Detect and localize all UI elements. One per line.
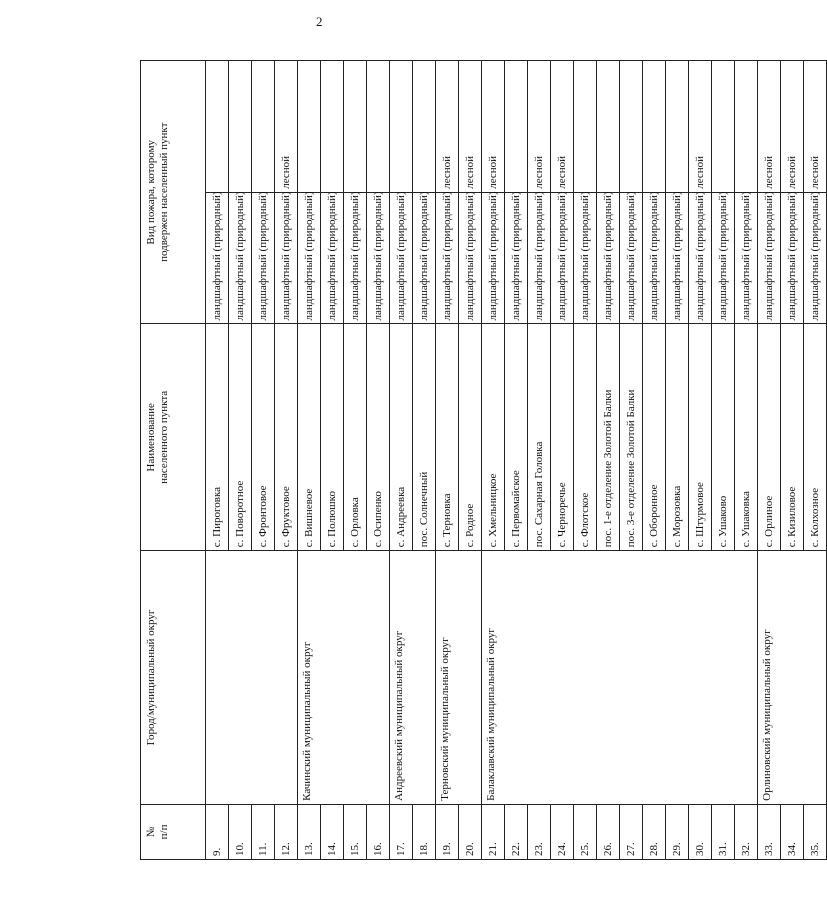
row-number: 13. [298, 804, 321, 859]
row-fire-type: ландшафтный (природный) [482, 192, 505, 324]
row-settlement: с. Ушаково [712, 324, 735, 551]
row-forest-fire: лесной [528, 61, 551, 193]
row-number: 19. [436, 804, 459, 859]
row-settlement: с. Черноречье [551, 324, 574, 551]
row-number: 32. [735, 804, 758, 859]
table-row [758, 61, 781, 860]
header-fire-type [141, 61, 206, 325]
row-fire-type: ландшафтный (природный) [666, 192, 689, 324]
row-fire-type: ландшафтный (природный) [505, 192, 528, 324]
row-fire-type: ландшафтный (природный) [252, 192, 275, 324]
table-row [298, 61, 321, 860]
row-district: Андреевский муниципальный округ [390, 551, 436, 805]
row-forest-fire: лесной [459, 61, 482, 193]
row-fire-type: ландшафтный (природный) [413, 192, 436, 324]
row-forest-fire: лесной [689, 61, 712, 193]
table-row [390, 61, 413, 860]
row-number: 26. [597, 804, 620, 859]
row-fire-type: ландшафтный (природный) [620, 192, 643, 324]
row-number: 15. [344, 804, 367, 859]
row-forest-fire [413, 61, 436, 193]
row-fire-type: ландшафтный (природный) [781, 192, 804, 324]
row-fire-type: ландшафтный (природный) [367, 192, 390, 324]
row-fire-type: ландшафтный (природный) [712, 192, 735, 324]
row-forest-fire [735, 61, 758, 193]
row-fire-type: ландшафтный (природный) [390, 192, 413, 324]
table-body [206, 61, 827, 860]
row-settlement: с. Родное [459, 324, 482, 551]
row-district [206, 551, 298, 805]
row-forest-fire [666, 61, 689, 193]
row-district: Качинский муниципальный округ [298, 551, 390, 805]
row-settlement: с. Морозовка [666, 324, 689, 551]
row-number: 12. [275, 804, 298, 859]
row-settlement: с. Терновка [436, 324, 459, 551]
row-number: 22. [505, 804, 528, 859]
row-forest-fire [712, 61, 735, 193]
row-settlement: с. Андреевка [390, 324, 413, 551]
row-forest-fire [298, 61, 321, 193]
row-forest-fire: лесной [804, 61, 827, 193]
row-district: Орлиновский муниципальный округ [758, 551, 827, 805]
row-settlement: с. Первомайское [505, 324, 528, 551]
row-fire-type: ландшафтный (природный) [643, 192, 666, 324]
row-district: Терновский муниципальный округ [436, 551, 482, 805]
row-settlement: с. Пироговка [206, 324, 229, 551]
row-fire-type: ландшафтный (природный) [689, 192, 712, 324]
header-place-line2: населенного пункта [158, 390, 170, 484]
row-number: 16. [367, 804, 390, 859]
row-forest-fire: лесной [436, 61, 459, 193]
row-fire-type: ландшафтный (природный) [321, 192, 344, 324]
row-number: 9. [206, 804, 229, 859]
row-number: 10. [229, 804, 252, 859]
row-settlement: пос. 3-е отделение Золотой Балки [620, 324, 643, 551]
row-number: 11. [252, 804, 275, 859]
row-number: 31. [712, 804, 735, 859]
table-row [482, 61, 505, 860]
row-district: Балаклавский муниципальный округ [482, 551, 758, 805]
header-row [141, 61, 206, 860]
row-fire-type: ландшафтный (природный) [459, 192, 482, 324]
row-settlement: с. Орлиное [758, 324, 781, 551]
row-fire-type: ландшафтный (природный) [206, 192, 229, 324]
row-fire-type: ландшафтный (природный) [804, 192, 827, 324]
row-settlement: с. Оборонное [643, 324, 666, 551]
row-forest-fire [229, 61, 252, 193]
row-settlement: с. Хмельницкое [482, 324, 505, 551]
header-fire-line2: подвержен населенный пункт [158, 122, 170, 262]
row-settlement: пос. Солнечный [413, 324, 436, 551]
header-fire-line1: Вид пожара, которому [145, 139, 157, 245]
page-number: 2 [316, 14, 323, 29]
row-forest-fire [252, 61, 275, 193]
row-number: 20. [459, 804, 482, 859]
row-settlement: с. Осипенко [367, 324, 390, 551]
row-number: 18. [413, 804, 436, 859]
row-number: 30. [689, 804, 712, 859]
row-settlement: с. Ушаковка [735, 324, 758, 551]
row-fire-type: ландшафтный (природный) [344, 192, 367, 324]
header-num-line1: № [145, 826, 157, 838]
row-number: 17. [390, 804, 413, 859]
row-forest-fire [643, 61, 666, 193]
row-number: 34. [781, 804, 804, 859]
row-fire-type: ландшафтный (природный) [551, 192, 574, 324]
table-row [206, 61, 229, 860]
row-fire-type: ландшафтный (природный) [436, 192, 459, 324]
row-number: 35. [804, 804, 827, 859]
row-forest-fire [620, 61, 643, 193]
row-fire-type: ландшафтный (природный) [735, 192, 758, 324]
header-district: Город/муниципальный округ [141, 551, 206, 805]
row-settlement: с. Флотское [574, 324, 597, 551]
row-number: 27. [620, 804, 643, 859]
row-number: 25. [574, 804, 597, 859]
row-settlement: с. Фруктовое [275, 324, 298, 551]
row-settlement: с. Кизиловое [781, 324, 804, 551]
row-number: 28. [643, 804, 666, 859]
row-fire-type: ландшафтный (природный) [298, 192, 321, 324]
row-forest-fire [321, 61, 344, 193]
table-row [436, 61, 459, 860]
header-num [141, 804, 206, 859]
row-forest-fire [574, 61, 597, 193]
row-settlement: пос. 1-е отделение Золотой Балки [597, 324, 620, 551]
row-number: 29. [666, 804, 689, 859]
row-fire-type: ландшафтный (природный) [597, 192, 620, 324]
row-settlement: с. Орловка [344, 324, 367, 551]
row-number: 33. [758, 804, 781, 859]
row-fire-type: ландшафтный (природный) [758, 192, 781, 324]
row-number: 23. [528, 804, 551, 859]
row-settlement: пос. Сахарная Головка [528, 324, 551, 551]
row-forest-fire: лесной [551, 61, 574, 193]
row-forest-fire [367, 61, 390, 193]
table-header [141, 61, 206, 860]
row-forest-fire: лесной [482, 61, 505, 193]
row-fire-type: ландшафтный (природный) [574, 192, 597, 324]
row-number: 24. [551, 804, 574, 859]
row-fire-type: ландшафтный (природный) [229, 192, 252, 324]
row-number: 14. [321, 804, 344, 859]
header-place-line1: Наименование [145, 403, 157, 472]
row-forest-fire [390, 61, 413, 193]
settlements-table [140, 60, 827, 860]
row-settlement: с. Штурмовое [689, 324, 712, 551]
row-forest-fire: лесной [781, 61, 804, 193]
row-fire-type: ландшафтный (природный) [275, 192, 298, 324]
row-forest-fire [597, 61, 620, 193]
row-number: 21. [482, 804, 505, 859]
row-forest-fire [344, 61, 367, 193]
row-forest-fire [505, 61, 528, 193]
row-forest-fire [206, 61, 229, 193]
row-settlement: с. Вишневое [298, 324, 321, 551]
row-settlement: с. Колхозное [804, 324, 827, 551]
row-settlement: с. Полюшко [321, 324, 344, 551]
row-settlement: с. Поворотное [229, 324, 252, 551]
header-num-line2: п/п [158, 824, 170, 840]
row-forest-fire: лесной [275, 61, 298, 193]
row-forest-fire: лесной [758, 61, 781, 193]
row-fire-type: ландшафтный (природный) [528, 192, 551, 324]
row-settlement: с. Фронтовое [252, 324, 275, 551]
header-place [141, 324, 206, 551]
rotated-table-container [140, 60, 821, 860]
